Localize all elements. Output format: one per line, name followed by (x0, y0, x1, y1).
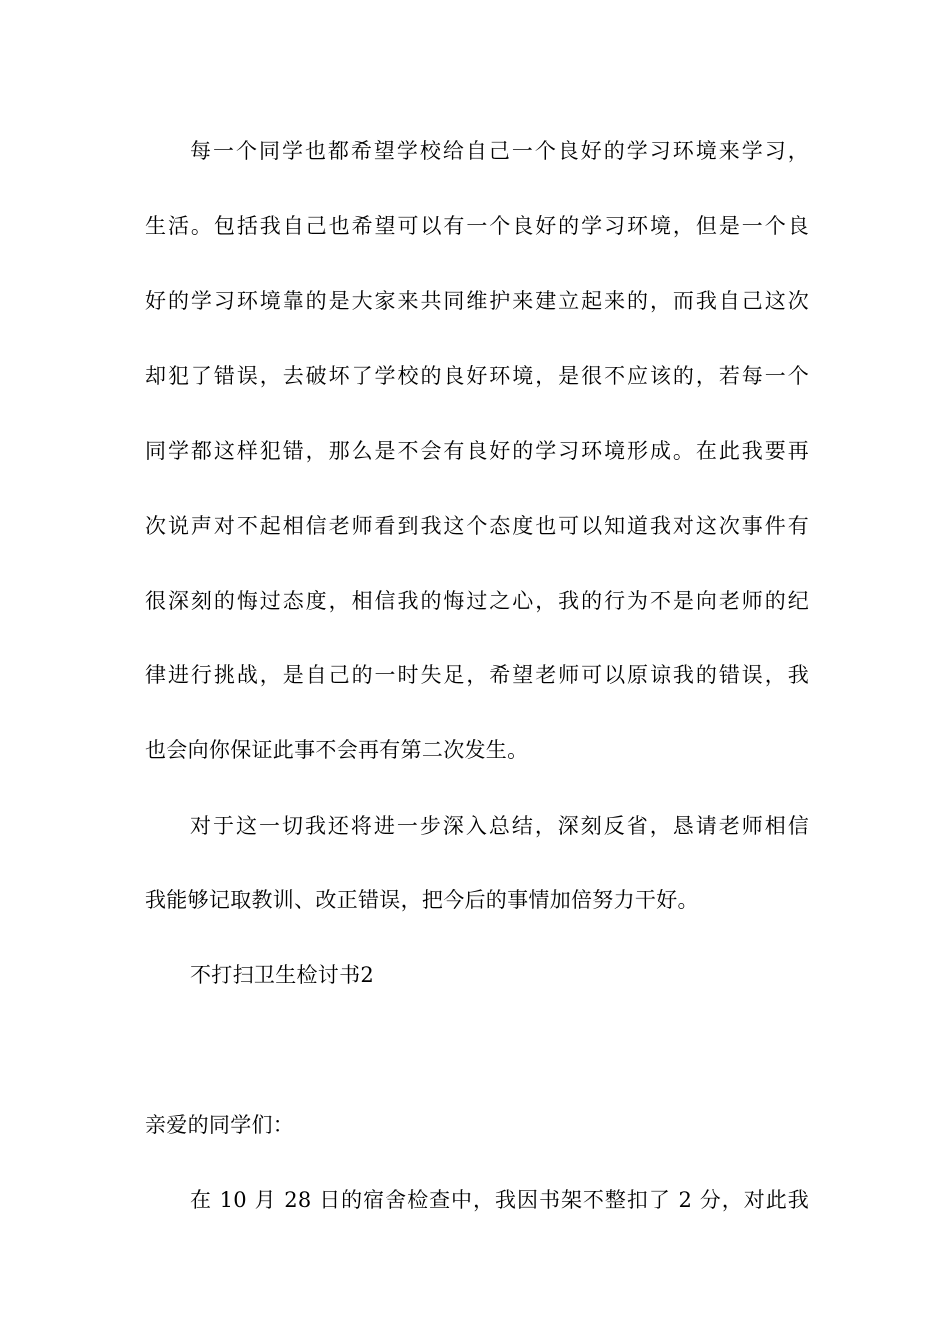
section-heading: 不打扫卫生检讨书2 (190, 963, 375, 987)
paragraph-2-line-1: 对于这一切我还将进一步深入总结，深刻反省，恳请老师相信 (190, 814, 809, 838)
paragraph-1-line-4: 却犯了错误，去破坏了学校的良好环境，是很不应该的，若每一个 (145, 364, 809, 388)
paragraph-1-line-5: 同学都这样犯错，那么是不会有良好的学习环境形成。在此我要再 (145, 439, 809, 463)
paragraph-1-line-3: 好的学习环境靠的是大家来共同维护来建立起来的，而我自己这次 (145, 289, 809, 313)
salutation: 亲爱的同学们： (145, 1113, 295, 1137)
paragraph-1-line-6: 次说声对不起相信老师看到我这个态度也可以知道我对这次事件有 (145, 514, 809, 538)
paragraph-1-line-9: 也会向你保证此事不会再有第二次发生。 (145, 738, 529, 762)
paragraph-1-line-8: 律进行挑战，是自己的一时失足，希望老师可以原谅我的错误，我 (145, 663, 809, 687)
paragraph-1-line-1: 每一个同学也都希望学校给自己一个良好的学习环境来学习， (190, 139, 809, 163)
paragraph-1-line-2: 生活。包括我自己也希望可以有一个良好的学习环境，但是一个良 (145, 214, 809, 238)
paragraph-1-line-7: 很深刻的悔过态度，相信我的悔过之心，我的行为不是向老师的纪 (145, 589, 809, 613)
paragraph-2-line-2: 我能够记取教训、改正错误，把今后的事情加倍努力干好。 (145, 888, 699, 912)
paragraph-3-line-1: 在 10 月 28 日的宿舍检查中，我因书架不整扣了 2 分，对此我 (190, 1188, 809, 1212)
